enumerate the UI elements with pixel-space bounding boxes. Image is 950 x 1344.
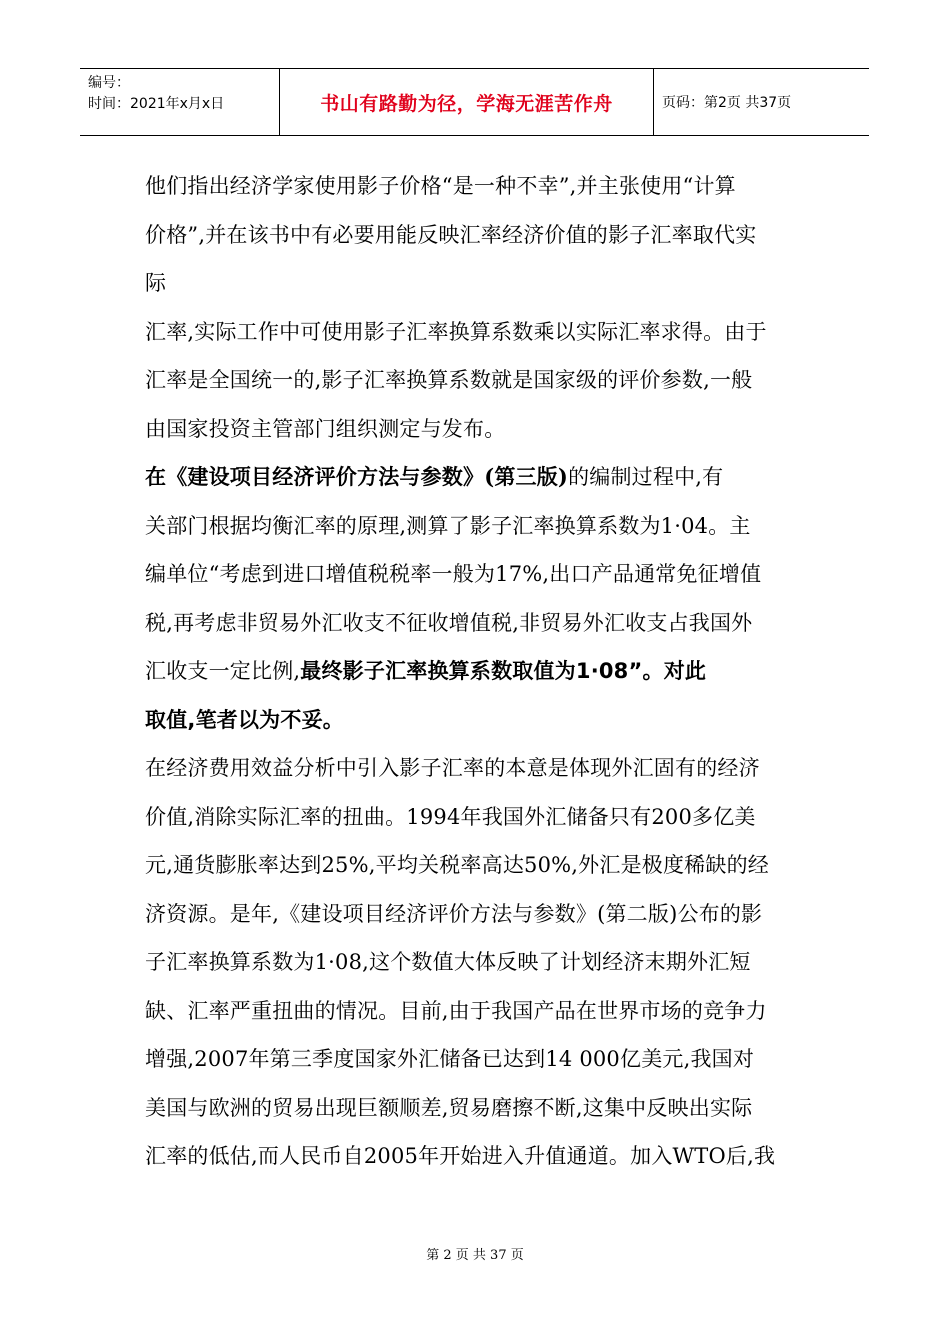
- text-segment: 汇率的低估,而人民币自2005年开始进入升值通道。加入WTO后,我: [145, 1144, 776, 1168]
- header-motto: 书山有路勤为径，学海无涯苦作舟: [280, 69, 654, 135]
- text-segment: 子汇率换算系数为1·08,这个数值大体反映了计划经济末期外汇短: [145, 950, 751, 974]
- page-footer: 第 2 页 共 37 页: [426, 1248, 524, 1263]
- document-header-table: [80, 68, 869, 136]
- text-line: [145, 841, 807, 890]
- text-line: [145, 405, 807, 454]
- text-segment: 美国与欧洲的贸易出现巨额顺差,贸易磨擦不断,这集中反映出实际: [145, 1095, 753, 1120]
- text-segment: 由国家投资主管部门组织测定与发布。: [145, 416, 506, 441]
- text-segment: 增强,2007年第三季度国家外汇储备已达到14 000亿美元,我国对: [145, 1047, 755, 1071]
- text-segment: 缺、汇率严重扭曲的情况。目前,由于我国产品在世界市场的竞争力: [145, 998, 767, 1023]
- text-line: [145, 987, 807, 1036]
- document-time-label: 时间：2021年x月x日: [88, 96, 225, 112]
- text-segment: 取值,笔者以为不妥。: [145, 707, 344, 732]
- text-line: [145, 550, 807, 599]
- text-line: [145, 647, 807, 696]
- text-line: [145, 1035, 807, 1084]
- text-line: [145, 890, 807, 939]
- header-meta-cell: [80, 69, 280, 135]
- text-segment: 关部门根据均衡汇率的原理,测算了影子汇率换算系数为1·04。主: [145, 513, 751, 538]
- text-line: [145, 599, 807, 648]
- text-segment: 的编制过程中,有: [568, 465, 724, 489]
- text-line: [145, 356, 807, 405]
- text-line: [145, 211, 807, 260]
- text-line: [145, 259, 807, 308]
- text-line: [145, 453, 807, 502]
- text-segment: 汇收支一定比例,: [145, 659, 301, 683]
- text-line: [145, 162, 807, 211]
- document-number-label: 编号：: [88, 75, 130, 91]
- text-line: [145, 1084, 807, 1133]
- text-line: [145, 938, 807, 987]
- text-segment: 价值,消除实际汇率的扭曲。1994年我国外汇储备只有200多亿美: [145, 804, 756, 829]
- text-segment: 价格”,并在该书中有必要用能反映汇率经济价值的影子汇率取代实: [145, 222, 757, 247]
- text-segment: 济资源。是年,《建设项目经济评价方法与参数》(第二版)公布的影: [145, 901, 763, 926]
- text-segment: 汇率,实际工作中可使用影子汇率换算系数乘以实际汇率求得。由于: [145, 319, 767, 344]
- text-segment: 编单位“考虑到进口增值税税率一般为17%,出口产品通常免征增值: [145, 562, 762, 586]
- text-segment: 最终影子汇率换算系数取值为1·08”。对此: [300, 659, 707, 683]
- text-segment: 际: [145, 271, 167, 295]
- header-page-code: 页码：第2页 共37页: [662, 95, 792, 111]
- text-line: [145, 696, 807, 745]
- text-segment: 税,再考虑非贸易外汇收支不征收增值税,非贸易外汇收支占我国外: [145, 610, 753, 635]
- text-line: [145, 308, 807, 357]
- text-segment: 在经济费用效益分析中引入影子汇率的本意是体现外汇固有的经济: [145, 756, 760, 780]
- text-segment: 他们指出经济学家使用影子价格“是一种不幸”,并主张使用“计算: [145, 174, 736, 198]
- text-segment: 在《建设项目经济评价方法与参数》(第三版): [145, 464, 569, 489]
- text-line: [145, 1132, 807, 1181]
- text-line: [145, 744, 807, 793]
- text-segment: 元,通货膨胀率达到25%,平均关税率高达50%,外汇是极度稀缺的经: [145, 853, 769, 877]
- text-line: [145, 502, 807, 551]
- document-body: [145, 162, 807, 1181]
- text-segment: 汇率是全国统一的,影子汇率换算系数就是国家级的评价参数,一般: [145, 368, 753, 392]
- text-line: [145, 793, 807, 842]
